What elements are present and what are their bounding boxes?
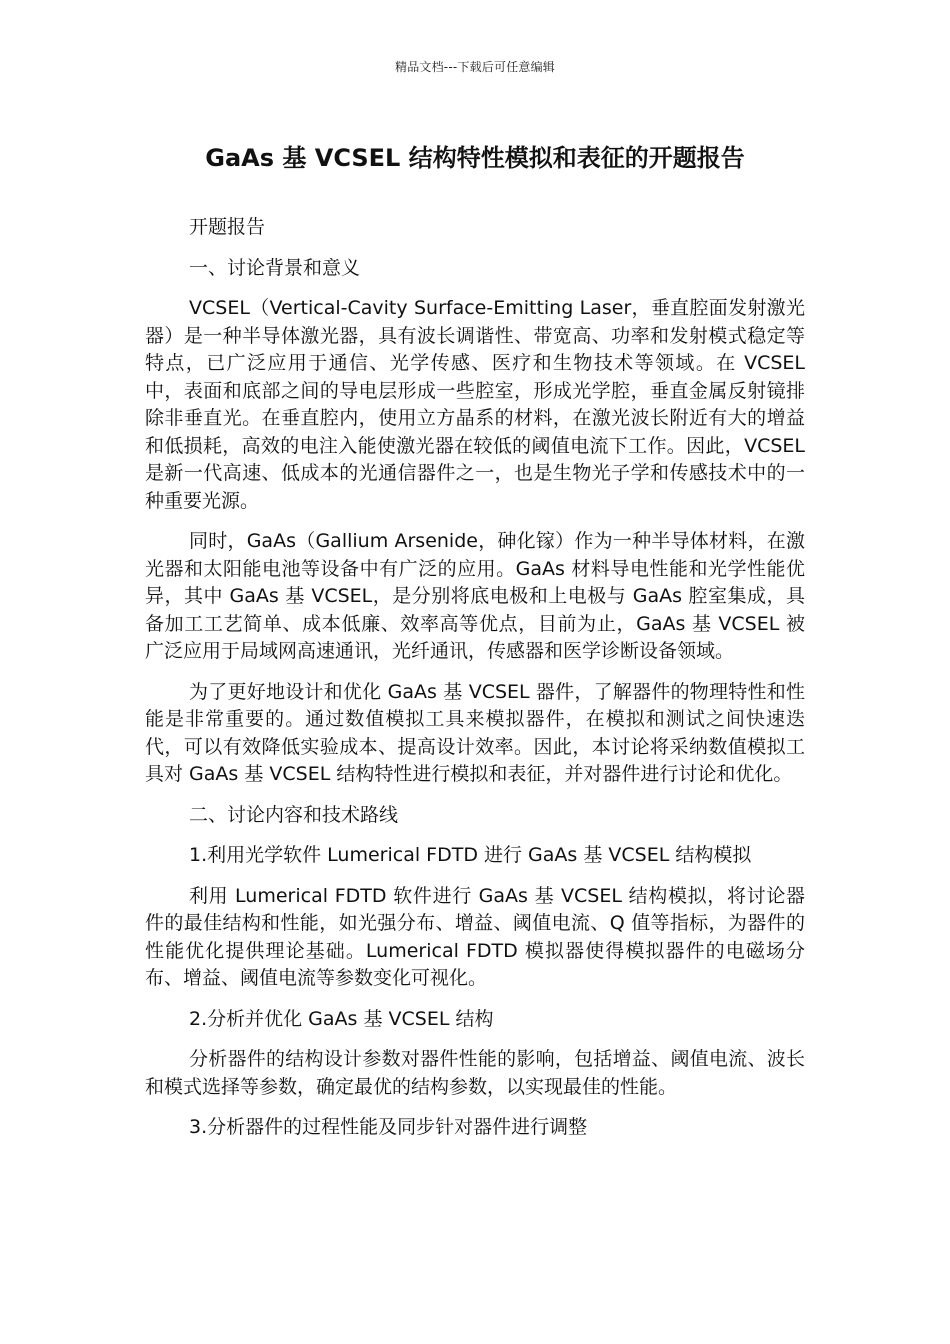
section-label-report: 开题报告: [189, 216, 266, 238]
paragraph-structure-analysis: 分析器件的结构设计参数对器件性能的影响，包括增益、阈值电流、波长和模式选择等参数，确定最优的结构参数，以实现最佳的性能。: [145, 1048, 805, 1098]
paragraph-vcsel-intro: VCSEL（Vertical-Cavity Surface-Emitting Laser，垂直腔面发射激光器）是一种半导体激光器，具有波长调谐性、带宽高、功率和发射模式稳定等特点，已广泛应用于通信、光学传感、医疗和生物技术等领域。在 VCSEL 中，表面和底部之间的导电层形成一些腔室，形成光学腔，垂直金属反射镜排除非垂直光。在垂直腔内，使用立方晶系的材料，在激光波长附近有大的增益和低损耗，高效的电注入能使激光器在较低的阈值电流下工作。因此，VCSEL 是新一代高速、低成本的光通信器件之一，也是生物光子学和传感技术中的一种重要光源。: [145, 297, 805, 512]
item-heading-1: 1.利用光学软件 Lumerical FDTD 进行 GaAs 基 VCSEL 结构模拟: [189, 844, 752, 866]
document-title: GaAs 基 VCSEL 结构特性模拟和表征的开题报告: [205, 144, 745, 172]
paragraph-gaas-intro: 同时，GaAs（Gallium Arsenide，砷化镓）作为一种半导体材料，在激光器和太阳能电池等设备中有广泛的应用。GaAs 材料导电性能和光学性能优异，其中 GaAs 基 VCSEL，是分别将底电极和上电极与 GaAs 腔室集成，具备加工工艺简单、成本低廉、效率高等优点，目前为止，GaAs 基 VCSEL 被广泛应用于局域网高速通讯，光纤通讯，传感器和医学诊断设备领域。: [145, 530, 805, 662]
document-body: [145, 214, 805, 1155]
section-heading-background: 一、讨论背景和意义: [189, 256, 361, 279]
section-heading-content: 二、讨论内容和技术路线: [189, 803, 399, 826]
paragraph-simulation-purpose: 为了更好地设计和优化 GaAs 基 VCSEL 器件，了解器件的物理特性和性能是非常重要的。通过数值模拟工具来模拟器件，在模拟和测试之间快速迭代，可以有效降低实验成本、提高设计效率。因此，本讨论将采纳数值模拟工具对 GaAs 基 VCSEL 结构特性进行模拟和表征，并对器件进行讨论和优化。: [145, 680, 805, 785]
header-note: 精品文档---下载后可任意编辑: [395, 60, 555, 74]
item-heading-3: 3.分析器件的过程性能及同步针对器件进行调整: [189, 1116, 588, 1138]
paragraph-fdtd-simulation: 利用 Lumerical FDTD 软件进行 GaAs 基 VCSEL 结构模拟，将讨论器件的最佳结构和性能，如光强分布、增益、阈值电流、Q 值等指标，为器件的性能优化提供理论基础。Lumerical FDTD 模拟器使得模拟器件的电磁场分布、增益、阈值电流等参数变化可视化。: [145, 884, 805, 989]
item-heading-2: 2.分析并优化 GaAs 基 VCSEL 结构: [189, 1007, 494, 1030]
